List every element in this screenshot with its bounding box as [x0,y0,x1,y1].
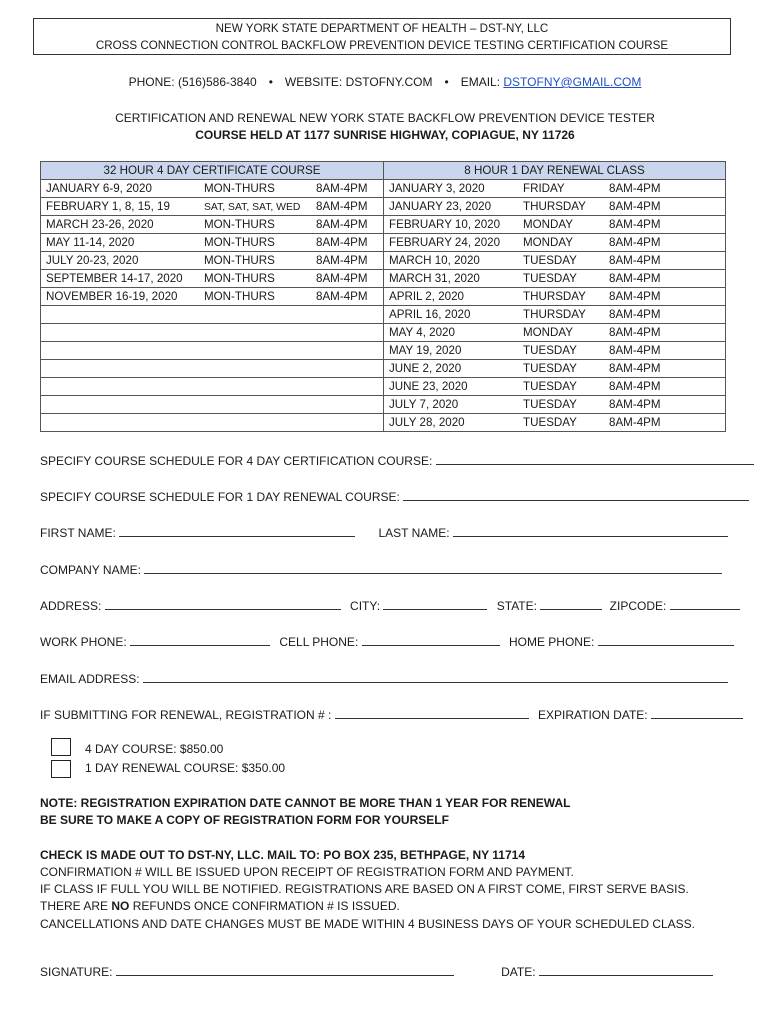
cert-course-time: 8AM-4PM [316,290,368,303]
renewal-registration-field[interactable] [335,706,529,719]
renewal-class-cell [384,324,726,342]
renewal-class-date: JANUARY 3, 2020 [389,182,485,195]
schedule-row [41,378,726,396]
renewal-row [40,706,743,722]
bullet-icon: • [444,75,449,89]
cert-course-days: MON-THURS [204,254,275,267]
renewal-class-time: 8AM-4PM [609,344,661,357]
renewal-class-cell [384,414,726,432]
cert-course-time: 8AM-4PM [316,236,368,249]
email-row [40,670,728,686]
cell-phone-label: CELL PHONE: [279,635,359,649]
cert-course-cell [41,360,384,378]
renewal-class-time: 8AM-4PM [609,308,661,321]
schedule-row [41,216,726,234]
renewal-class-date: MARCH 31, 2020 [389,272,480,285]
contact-website: WEBSITE: DSTOFNY.COM [284,75,433,89]
company-label: COMPANY NAME: [40,563,141,577]
bullet-icon: • [268,75,273,89]
cert-course-days: MON-THURS [204,236,275,249]
renewal-class-time: 8AM-4PM [609,398,661,411]
renewal-class-date: APRIL 16, 2020 [389,308,471,321]
renewal-class-day: TUESDAY [523,398,577,411]
address-field[interactable] [105,597,341,610]
cert-course-time: 8AM-4PM [316,218,368,231]
renewal-class-header: 8 HOUR 1 DAY RENEWAL CLASS [384,162,726,180]
renewal-class-day: TUESDAY [523,362,577,375]
zipcode-label: ZIPCODE: [609,599,667,613]
renewal-class-cell [384,270,726,288]
address-row [40,597,740,613]
city-field[interactable] [383,597,487,610]
schedule-row [41,414,726,432]
schedule-row [41,252,726,270]
renewal-class-day: THURSDAY [523,200,586,213]
renew-schedule-row [40,488,749,504]
schedule-table [40,161,726,432]
renewal-class-cell [384,378,726,396]
renewal-class-date: JULY 7, 2020 [389,398,459,411]
first-name-field[interactable] [119,524,355,537]
cert-course-cell [41,288,384,306]
cert-course-cell [41,234,384,252]
renewal-class-date: FEBRUARY 24, 2020 [389,236,501,249]
signature-label: SIGNATURE: [40,965,113,979]
renewal-class-date: MAY 19, 2020 [389,344,462,357]
cert-course-date: JANUARY 6-9, 2020 [46,182,152,195]
company-row [40,561,722,577]
option-4-day-label: 4 DAY COURSE: $850.00 [85,742,224,756]
cert-course-date: MAY 11-14, 2020 [46,236,135,249]
cert-course-date: MARCH 23-26, 2020 [46,218,154,231]
email-address-field[interactable] [143,670,728,683]
schedule-row [41,324,726,342]
renewal-class-day: TUESDAY [523,380,577,393]
renewal-class-day: THURSDAY [523,290,586,303]
cert-course-cell [41,414,384,432]
renewal-class-cell [384,306,726,324]
renewal-class-day: MONDAY [523,236,574,249]
header-line-2: CROSS CONNECTION CONTROL BACKFLOW PREVENTION DEVICE TESTING CERTIFICATION COURSE [95,39,669,52]
contact-phone: PHONE: (516)586-3840 [128,75,257,89]
date-label: DATE: [501,965,536,979]
renewal-class-time: 8AM-4PM [609,362,661,375]
note-refund-post: REFUNDS ONCE CONFIRMATION # IS ISSUED. [129,899,400,913]
city-label: CITY: [350,599,381,613]
renewal-class-time: 8AM-4PM [609,236,661,249]
cert-course-date: JULY 20-23, 2020 [46,254,139,267]
state-label: STATE: [496,599,537,613]
home-phone-field[interactable] [598,633,734,646]
note-expiration: NOTE: REGISTRATION EXPIRATION DATE CANNOT BE MORE THAN 1 YEAR FOR RENEWAL [40,796,571,810]
checkbox-4-day-course[interactable] [51,738,71,756]
note-class-full: IF CLASS IF FULL YOU WILL BE NOTIFIED. REGISTRATIONS ARE BASED ON A FIRST COME, FIRST SERVE BASIS. [40,882,689,896]
header-box [33,18,731,55]
signature-field[interactable] [116,963,454,976]
first-name-label: FIRST NAME: [40,526,116,540]
renewal-class-cell [384,198,726,216]
renewal-class-cell [384,396,726,414]
cert-course-days: SAT, SAT, SAT, WED [204,202,301,213]
cert-course-days: MON-THURS [204,182,275,195]
email-address-label: EMAIL ADDRESS: [40,672,140,686]
option-1-day-label: 1 DAY RENEWAL COURSE: $350.00 [85,761,286,775]
checkbox-1-day-renewal[interactable] [51,760,71,778]
contact-email-label: EMAIL: [460,75,504,89]
renewal-class-date: JUNE 2, 2020 [389,362,462,375]
note-cancellation: CANCELLATIONS AND DATE CHANGES MUST BE MADE WITHIN 4 BUSINESS DAYS OF YOUR SCHEDULED CLASS. [40,917,696,931]
renewal-class-time: 8AM-4PM [609,380,661,393]
phone-row [40,633,734,649]
note-confirmation: CONFIRMATION # WILL BE ISSUED UPON RECEIPT OF REGISTRATION FORM AND PAYMENT. [40,865,574,879]
cert-course-cell [41,216,384,234]
renewal-class-cell [384,360,726,378]
cell-phone-field[interactable] [362,633,500,646]
renewal-class-day: TUESDAY [523,272,577,285]
note-refund [40,899,400,913]
renewal-class-cell [384,252,726,270]
renewal-class-time: 8AM-4PM [609,182,661,195]
expiration-date-label: EXPIRATION DATE: [538,708,648,722]
schedule-row [41,306,726,324]
renewal-class-cell [384,342,726,360]
schedule-row [41,198,726,216]
home-phone-label: HOME PHONE: [508,635,595,649]
state-field[interactable] [540,597,602,610]
renewal-class-time: 8AM-4PM [609,326,661,339]
cert-course-days: MON-THURS [204,290,275,303]
cert-course-cell [41,252,384,270]
renewal-class-date: MAY 4, 2020 [389,326,455,339]
cert-course-cell [41,270,384,288]
cert-course-time: 8AM-4PM [316,182,368,195]
renewal-class-date: JANUARY 23, 2020 [389,200,492,213]
cert-course-cell [41,198,384,216]
cert-course-date: FEBRUARY 1, 8, 15, 19 [46,200,170,213]
renewal-class-date: MARCH 10, 2020 [389,254,480,267]
date-field[interactable] [539,963,713,976]
company-field[interactable] [144,561,722,574]
cert-course-cell [41,378,384,396]
renew-schedule-field[interactable] [403,488,749,501]
renewal-class-time: 8AM-4PM [609,218,661,231]
schedule-row [41,360,726,378]
schedule-row [41,396,726,414]
renewal-class-cell [384,288,726,306]
schedule-row [41,234,726,252]
cert-schedule-field[interactable] [436,452,754,465]
cert-course-cell [41,342,384,360]
renewal-class-time: 8AM-4PM [609,200,661,213]
renewal-class-day: FRIDAY [523,182,565,195]
contact-line [0,75,770,89]
cert-schedule-label: SPECIFY COURSE SCHEDULE FOR 4 DAY CERTIFICATION COURSE: [40,454,433,468]
work-phone-field[interactable] [130,633,270,646]
note-check: CHECK IS MADE OUT TO DST-NY, LLC. MAIL TO: PO BOX 235, BETHPAGE, NY 11714 [40,848,525,862]
cert-course-date: SEPTEMBER 14-17, 2020 [46,272,183,285]
address-label: ADDRESS: [40,599,102,613]
renewal-class-time: 8AM-4PM [609,254,661,267]
renewal-class-time: 8AM-4PM [609,290,661,303]
renewal-class-day: TUESDAY [523,254,577,267]
renewal-class-day: MONDAY [523,218,574,231]
schedule-row [41,270,726,288]
note-copy: BE SURE TO MAKE A COPY OF REGISTRATION FORM FOR YOURSELF [40,813,449,827]
renewal-registration-label: IF SUBMITTING FOR RENEWAL, REGISTRATION # : [40,708,332,722]
zipcode-field[interactable] [670,597,740,610]
cert-course-time: 8AM-4PM [316,200,368,213]
note-refund-pre: THERE ARE [40,899,112,913]
renewal-class-date: APRIL 2, 2020 [389,290,464,303]
cert-course-days: MON-THURS [204,272,275,285]
renewal-class-cell [384,180,726,198]
signature-row [40,963,713,979]
cert-course-cell [41,324,384,342]
cert-course-cell [41,396,384,414]
renewal-class-date: JUNE 23, 2020 [389,380,468,393]
schedule-row [41,288,726,306]
renewal-class-date: FEBRUARY 10, 2020 [389,218,501,231]
cert-course-cell [41,180,384,198]
cert-course-header: 32 HOUR 4 DAY CERTIFICATE COURSE [41,162,384,180]
schedule-header-row [41,162,726,180]
note-refund-no: NO [111,899,130,913]
name-row [40,524,728,540]
renewal-class-day: TUESDAY [523,416,577,429]
cert-course-time: 8AM-4PM [316,254,368,267]
schedule-row [41,342,726,360]
contact-email-link[interactable]: DSTOFNY@GMAIL.COM [503,75,642,89]
renewal-class-day: THURSDAY [523,308,586,321]
renewal-class-cell [384,216,726,234]
title-line-1: CERTIFICATION AND RENEWAL NEW YORK STATE BACKFLOW PREVENTION DEVICE TESTER [115,111,655,125]
title-line-2: COURSE HELD AT 1177 SUNRISE HIGHWAY, COPIAGUE, NY 11726 [195,128,575,142]
renewal-class-time: 8AM-4PM [609,272,661,285]
header-line-1: NEW YORK STATE DEPARTMENT OF HEALTH – DST-NY, LLC [215,22,549,35]
cert-course-time: 8AM-4PM [316,272,368,285]
last-name-label: LAST NAME: [378,526,450,540]
renewal-class-time: 8AM-4PM [609,416,661,429]
cert-course-cell [41,306,384,324]
schedule-row [41,180,726,198]
renewal-class-day: TUESDAY [523,344,577,357]
expiration-date-field[interactable] [651,706,743,719]
last-name-field[interactable] [453,524,728,537]
cert-course-days: MON-THURS [204,218,275,231]
renew-schedule-label: SPECIFY COURSE SCHEDULE FOR 1 DAY RENEWAL COURSE: [40,490,400,504]
cert-schedule-row [40,452,754,468]
cert-course-date: NOVEMBER 16-19, 2020 [46,290,178,303]
work-phone-label: WORK PHONE: [40,635,127,649]
renewal-class-date: JULY 28, 2020 [389,416,465,429]
renewal-class-cell [384,234,726,252]
renewal-class-day: MONDAY [523,326,574,339]
